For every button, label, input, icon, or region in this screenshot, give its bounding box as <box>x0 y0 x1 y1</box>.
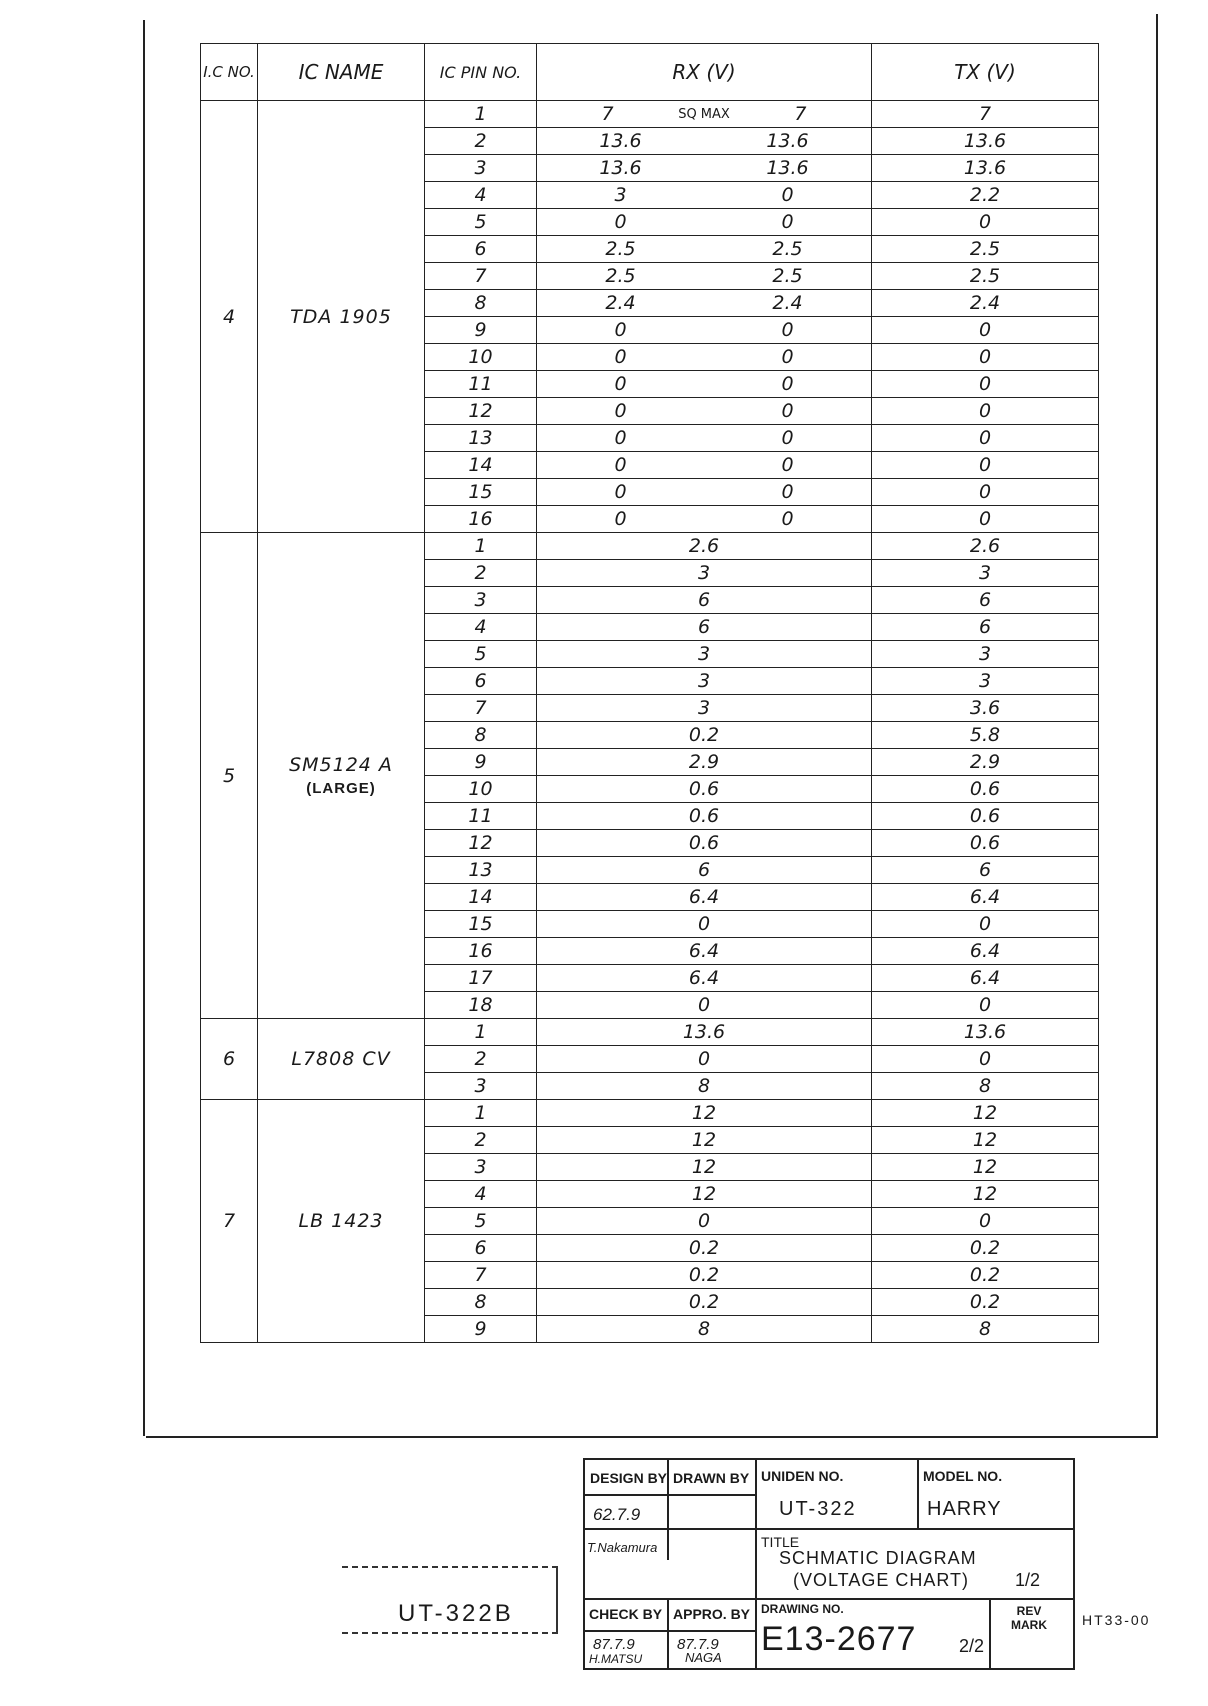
header-ic-no: I.C NO. <box>201 44 258 101</box>
pin-number-cell: 6 <box>425 1235 537 1262</box>
title-line-1: SCHMATIC DIAGRAM <box>779 1548 977 1568</box>
table-row <box>201 101 1099 128</box>
rx-voltage-b: 2.5 <box>772 265 803 287</box>
rx-voltage-cell: 3 <box>537 560 872 587</box>
rx-voltage-b: 0 <box>781 427 794 449</box>
check-by-label: CHECK BY <box>589 1606 663 1622</box>
check-date: 87.7.9 <box>593 1636 635 1653</box>
rx-voltage-cell: 0.2 <box>537 1235 872 1262</box>
tx-voltage-cell: 0.2 <box>872 1262 1099 1289</box>
rx-voltage-a: 0 <box>614 319 627 341</box>
tx-voltage-cell: 2.5 <box>872 236 1099 263</box>
drawing-frame-left-edge <box>143 20 145 1436</box>
tx-voltage-cell: 12 <box>872 1154 1099 1181</box>
tx-voltage-cell: 0 <box>872 452 1099 479</box>
pin-number-cell: 12 <box>425 398 537 425</box>
rx-voltage-cell-split <box>537 452 872 479</box>
rx-voltage-b: 2.5 <box>772 238 803 260</box>
rx-voltage-cell: 0.6 <box>537 830 872 857</box>
rx-voltage-cell: 6 <box>537 614 872 641</box>
tx-voltage-cell: 0 <box>872 1046 1099 1073</box>
rx-voltage-cell: 8 <box>537 1316 872 1343</box>
rx-voltage-a: 13.6 <box>599 157 642 179</box>
rx-voltage-a: 0 <box>614 481 627 503</box>
tx-voltage-cell: 0 <box>872 209 1099 236</box>
rx-voltage-b: 0 <box>781 373 794 395</box>
tx-voltage-cell: 8 <box>872 1073 1099 1100</box>
tx-voltage-cell: 6 <box>872 614 1099 641</box>
tx-voltage-cell: 12 <box>872 1100 1099 1127</box>
ic-number-cell: 7 <box>201 1100 258 1343</box>
model-no-label: MODEL NO. <box>923 1468 1003 1484</box>
rx-voltage-cell-split <box>537 398 872 425</box>
rx-voltage-a: 2.4 <box>605 292 636 314</box>
tx-voltage-cell: 3 <box>872 668 1099 695</box>
table-row <box>201 1100 1099 1127</box>
ic-number-cell: 4 <box>201 101 258 533</box>
rx-voltage-cell-split <box>537 344 872 371</box>
rx-voltage-cell: 2.9 <box>537 749 872 776</box>
rx-voltage-cell: 0 <box>537 992 872 1019</box>
tx-voltage-cell: 13.6 <box>872 128 1099 155</box>
pin-number-cell: 12 <box>425 830 537 857</box>
pin-number-cell: 3 <box>425 1073 537 1100</box>
tx-voltage-cell: 2.2 <box>872 182 1099 209</box>
tx-voltage-cell: 0 <box>872 506 1099 533</box>
pin-number-cell: 9 <box>425 1316 537 1343</box>
rx-voltage-b: 2.4 <box>772 292 803 314</box>
rx-voltage-a: 0 <box>614 346 627 368</box>
rx-voltage-cell-split <box>537 317 872 344</box>
rx-voltage-cell: 6.4 <box>537 965 872 992</box>
pin-number-cell: 7 <box>425 1262 537 1289</box>
rx-voltage-cell: 6 <box>537 857 872 884</box>
rx-voltage-b: 0 <box>781 400 794 422</box>
rx-voltage-cell: 3 <box>537 695 872 722</box>
header-tx: TX (V) <box>872 44 1099 101</box>
pin-number-cell: 13 <box>425 425 537 452</box>
pin-number-cell: 8 <box>425 1289 537 1316</box>
title-line-2: (VOLTAGE CHART) <box>793 1570 970 1590</box>
ic-number-cell: 5 <box>201 533 258 1019</box>
part-stamp-text: UT-322B <box>398 1600 514 1627</box>
pin-number-cell: 1 <box>425 1019 537 1046</box>
rx-voltage-a: 0 <box>614 427 627 449</box>
pin-number-cell: 5 <box>425 1208 537 1235</box>
pin-number-cell: 1 <box>425 101 537 128</box>
ic-name-cell <box>258 1100 425 1343</box>
pin-number-cell: 11 <box>425 371 537 398</box>
pin-number-cell: 11 <box>425 803 537 830</box>
tx-voltage-cell: 12 <box>872 1181 1099 1208</box>
rx-voltage-a: 2.5 <box>605 265 636 287</box>
ic-number-cell: 6 <box>201 1019 258 1100</box>
pin-number-cell: 13 <box>425 857 537 884</box>
rx-voltage-b: 0 <box>781 211 794 233</box>
rx-voltage-cell: 0 <box>537 1208 872 1235</box>
rx-voltage-cell-split <box>537 155 872 182</box>
tx-voltage-cell: 3 <box>872 560 1099 587</box>
rx-voltage-cell: 3 <box>537 641 872 668</box>
rx-voltage-a: 0 <box>614 454 627 476</box>
tx-voltage-cell: 0 <box>872 344 1099 371</box>
tx-voltage-cell: 0.6 <box>872 803 1099 830</box>
pin-number-cell: 2 <box>425 128 537 155</box>
rx-voltage-cell-split <box>537 209 872 236</box>
rx-voltage-b: 0 <box>781 508 794 530</box>
pin-number-cell: 6 <box>425 668 537 695</box>
rx-voltage-cell: 12 <box>537 1181 872 1208</box>
rx-voltage-cell-split <box>537 236 872 263</box>
header-rx: RX (V) <box>537 44 872 101</box>
designer-signature: T.Nakamura <box>587 1540 658 1555</box>
ic-name-text: TDA 1905 <box>290 305 392 328</box>
design-by-label: DESIGN BY <box>590 1470 668 1486</box>
rx-voltage-a: 3 <box>614 184 627 206</box>
tx-voltage-cell: 0.2 <box>872 1289 1099 1316</box>
model-no-value: HARRY <box>927 1498 1002 1520</box>
pin-number-cell: 3 <box>425 587 537 614</box>
pin-number-cell: 8 <box>425 722 537 749</box>
tx-voltage-cell: 7 <box>872 101 1099 128</box>
header-row <box>201 44 1099 101</box>
ic-name-text: L7808 CV <box>291 1048 391 1070</box>
rx-voltage-b: 0 <box>781 481 794 503</box>
pin-number-cell: 7 <box>425 263 537 290</box>
drawing-number: E13-2677 <box>761 1620 917 1658</box>
tx-voltage-cell: 0.2 <box>872 1235 1099 1262</box>
tx-voltage-cell: 6.4 <box>872 884 1099 911</box>
approver-signature: NAGA <box>685 1650 722 1665</box>
title-label: TITLE <box>761 1534 800 1550</box>
tx-voltage-cell: 2.5 <box>872 263 1099 290</box>
tx-voltage-cell: 0 <box>872 479 1099 506</box>
table-row <box>201 533 1099 560</box>
rx-voltage-b: 0 <box>781 346 794 368</box>
rx-voltage-cell: 12 <box>537 1154 872 1181</box>
side-mark: HT33-00 <box>1082 1612 1151 1628</box>
pin-number-cell: 4 <box>425 1181 537 1208</box>
rx-voltage-cell-split <box>537 101 872 128</box>
approved-by-label: APPRO. BY <box>673 1606 751 1622</box>
pin-number-cell: 7 <box>425 695 537 722</box>
tx-voltage-cell: 0 <box>872 425 1099 452</box>
rx-voltage-a: 7 <box>601 103 614 125</box>
pin-number-cell: 2 <box>425 560 537 587</box>
ic-name-subtitle: (LARGE) <box>306 780 376 797</box>
rx-voltage-cell: 3 <box>537 668 872 695</box>
rx-voltage-cell-split <box>537 128 872 155</box>
tx-voltage-cell: 2.6 <box>872 533 1099 560</box>
tx-voltage-cell: 6.4 <box>872 938 1099 965</box>
ic-name-text: SM5124 A <box>289 754 393 776</box>
tx-voltage-cell: 5.8 <box>872 722 1099 749</box>
header-ic-name: IC NAME <box>258 44 425 101</box>
pin-number-cell: 3 <box>425 1154 537 1181</box>
pin-number-cell: 10 <box>425 344 537 371</box>
tx-voltage-cell: 13.6 <box>872 155 1099 182</box>
pin-number-cell: 9 <box>425 749 537 776</box>
rx-voltage-cell: 6 <box>537 587 872 614</box>
tx-voltage-cell: 13.6 <box>872 1019 1099 1046</box>
pin-number-cell: 5 <box>425 209 537 236</box>
sq-max-label: SQ MAX <box>678 106 730 122</box>
title-block <box>583 1458 1075 1670</box>
rx-voltage-cell: 0 <box>537 1046 872 1073</box>
drawn-by-label: DRAWN BY <box>673 1470 750 1486</box>
rx-voltage-a: 0 <box>614 508 627 530</box>
rx-voltage-b: 0 <box>781 454 794 476</box>
rx-voltage-cell-split <box>537 425 872 452</box>
drawing-no-label: DRAWING NO. <box>761 1602 844 1616</box>
table-row <box>201 1019 1099 1046</box>
tx-voltage-cell: 0 <box>872 992 1099 1019</box>
tx-voltage-cell: 6 <box>872 857 1099 884</box>
tx-voltage-cell: 0 <box>872 911 1099 938</box>
design-date: 62.7.9 <box>593 1505 641 1524</box>
pin-number-cell: 16 <box>425 506 537 533</box>
rx-voltage-cell: 8 <box>537 1073 872 1100</box>
rx-voltage-cell: 0 <box>537 911 872 938</box>
pin-number-cell: 2 <box>425 1046 537 1073</box>
ic-name-cell <box>258 1019 425 1100</box>
rx-voltage-cell-split <box>537 479 872 506</box>
rx-voltage-a: 13.6 <box>599 130 642 152</box>
pin-number-cell: 18 <box>425 992 537 1019</box>
tx-voltage-cell: 6.4 <box>872 965 1099 992</box>
approve-date: 87.7.9 <box>677 1636 719 1653</box>
checker-signature: H.MATSU <box>589 1652 643 1666</box>
rx-voltage-a: 0 <box>614 373 627 395</box>
pin-number-cell: 3 <box>425 155 537 182</box>
drawing-sheet: 2/2 <box>959 1636 985 1656</box>
rx-voltage-a: 2.5 <box>605 238 636 260</box>
rx-voltage-b: 0 <box>781 184 794 206</box>
rx-voltage-a: 0 <box>614 211 627 233</box>
rx-voltage-cell-split <box>537 506 872 533</box>
rx-voltage-cell: 0.2 <box>537 1262 872 1289</box>
pin-number-cell: 14 <box>425 452 537 479</box>
rx-voltage-cell: 0.2 <box>537 1289 872 1316</box>
tx-voltage-cell: 0.6 <box>872 830 1099 857</box>
tx-voltage-cell: 0 <box>872 317 1099 344</box>
tx-voltage-cell: 6 <box>872 587 1099 614</box>
rx-voltage-cell: 6.4 <box>537 938 872 965</box>
rx-voltage-cell: 13.6 <box>537 1019 872 1046</box>
pin-number-cell: 8 <box>425 290 537 317</box>
uniden-no-value: UT-322 <box>779 1498 857 1520</box>
pin-number-cell: 4 <box>425 614 537 641</box>
rx-voltage-cell: 0.6 <box>537 803 872 830</box>
tx-voltage-cell: 2.4 <box>872 290 1099 317</box>
rx-voltage-b: 7 <box>794 103 807 125</box>
uniden-no-label: UNIDEN NO. <box>761 1468 844 1484</box>
tx-voltage-cell: 0 <box>872 398 1099 425</box>
rx-voltage-b: 0 <box>781 319 794 341</box>
rx-voltage-cell-split <box>537 371 872 398</box>
rx-voltage-cell-split <box>537 290 872 317</box>
tx-voltage-cell: 2.9 <box>872 749 1099 776</box>
tx-voltage-cell: 12 <box>872 1127 1099 1154</box>
rx-voltage-cell: 0.2 <box>537 722 872 749</box>
tx-voltage-cell: 0 <box>872 1208 1099 1235</box>
pin-number-cell: 14 <box>425 884 537 911</box>
pin-number-cell: 1 <box>425 533 537 560</box>
rx-voltage-cell: 2.6 <box>537 533 872 560</box>
rx-voltage-a: 0 <box>614 400 627 422</box>
ic-name-cell <box>258 101 425 533</box>
sheet-number: 1/2 <box>1015 1570 1041 1590</box>
pin-number-cell: 2 <box>425 1127 537 1154</box>
pin-number-cell: 15 <box>425 479 537 506</box>
rx-voltage-cell-split <box>537 263 872 290</box>
rev-mark-label: REV MARK <box>1011 1604 1047 1632</box>
tx-voltage-cell: 3.6 <box>872 695 1099 722</box>
pin-number-cell: 10 <box>425 776 537 803</box>
rx-voltage-b: 13.6 <box>766 157 809 179</box>
header-ic-pin-no: IC PIN NO. <box>425 44 537 101</box>
tx-voltage-cell: 0 <box>872 371 1099 398</box>
rx-voltage-cell-split <box>537 182 872 209</box>
rx-voltage-cell: 6.4 <box>537 884 872 911</box>
ic-name-cell <box>258 533 425 1019</box>
tx-voltage-cell: 3 <box>872 641 1099 668</box>
pin-number-cell: 9 <box>425 317 537 344</box>
pin-number-cell: 4 <box>425 182 537 209</box>
rx-voltage-b: 13.6 <box>766 130 809 152</box>
voltage-chart-table <box>200 43 1099 1343</box>
pin-number-cell: 16 <box>425 938 537 965</box>
pin-number-cell: 6 <box>425 236 537 263</box>
tx-voltage-cell: 0.6 <box>872 776 1099 803</box>
rx-voltage-cell: 12 <box>537 1127 872 1154</box>
pin-number-cell: 1 <box>425 1100 537 1127</box>
pin-number-cell: 15 <box>425 911 537 938</box>
ic-name-text: LB 1423 <box>298 1210 384 1232</box>
tx-voltage-cell: 8 <box>872 1316 1099 1343</box>
rx-voltage-cell: 12 <box>537 1100 872 1127</box>
pin-number-cell: 17 <box>425 965 537 992</box>
rx-voltage-cell: 0.6 <box>537 776 872 803</box>
pin-number-cell: 5 <box>425 641 537 668</box>
